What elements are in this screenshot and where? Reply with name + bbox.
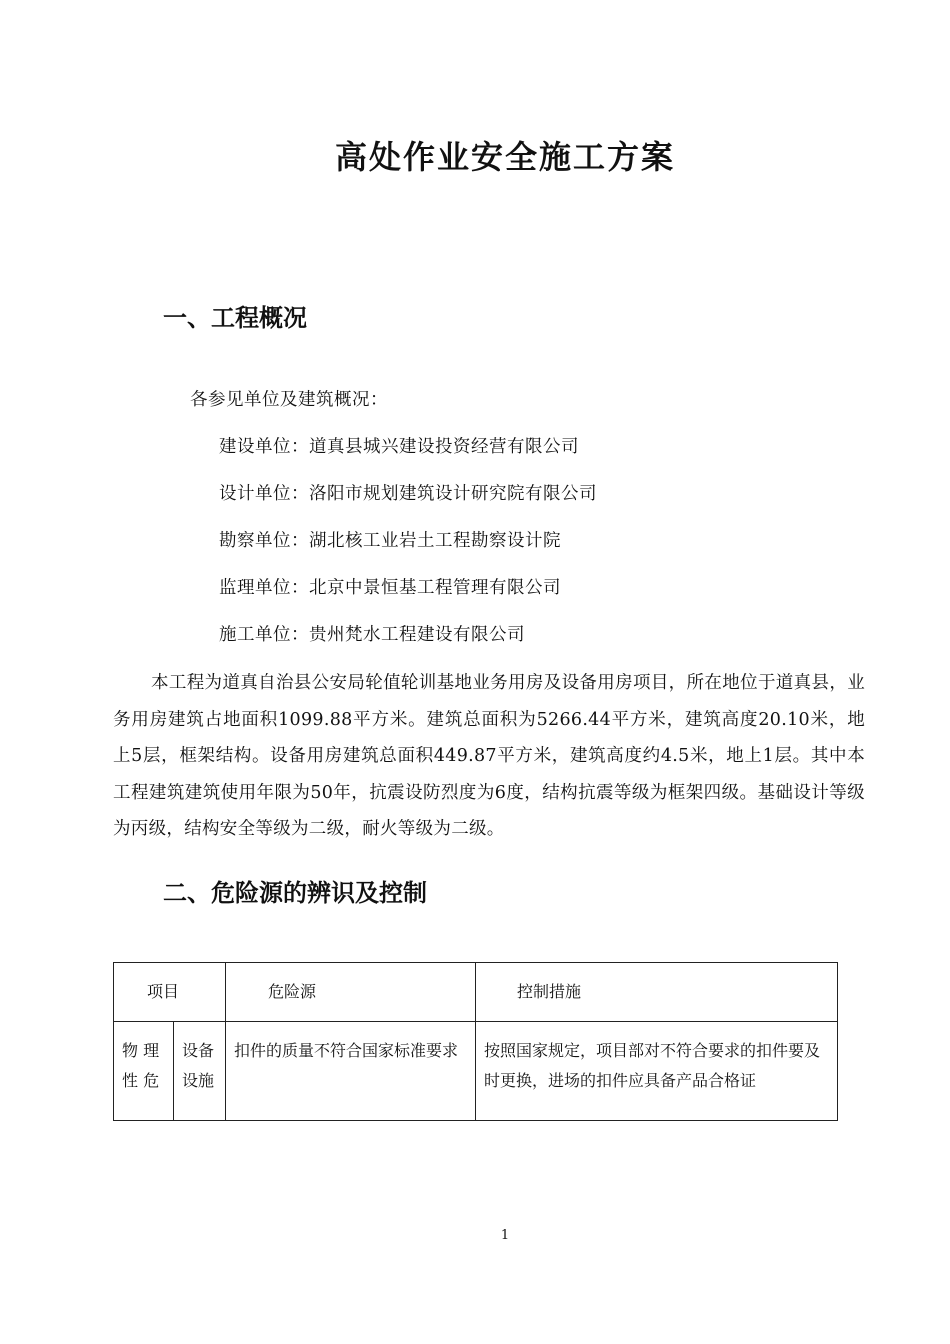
table-row xyxy=(114,1022,838,1121)
header-hazard: 危险源 xyxy=(268,982,317,1001)
unit-designer: 设计单位：洛阳市规划建筑设计研究院有限公司 xyxy=(219,484,597,504)
table-header-row xyxy=(114,963,838,1022)
category-cell xyxy=(114,1022,174,1121)
hazard-text: 扣件的质量不符合国家标准要求 xyxy=(234,1041,459,1060)
page-number: 1 xyxy=(500,1228,510,1243)
header-control-cell xyxy=(476,963,838,1022)
unit-surveyor: 勘察单位：湖北核工业岩土工程勘察设计院 xyxy=(219,531,561,551)
section-heading-overview: 一、工程概况 xyxy=(163,304,307,332)
header-control: 控制措施 xyxy=(517,982,582,1001)
control-text: 按照国家规定，项目部对不符合要求的扣件要及时更换，进场的扣件应具备产品合格证 xyxy=(484,1041,821,1090)
header-item: 项目 xyxy=(147,982,180,1001)
header-item-cell xyxy=(114,963,226,1022)
unit-supervisor: 监理单位：北京中景恒基工程管理有限公司 xyxy=(219,578,561,598)
unit-contractor: 施工单位：贵州梵水工程建设有限公司 xyxy=(219,625,525,645)
header-hazard-cell xyxy=(226,963,476,1022)
project-description: 本工程为道真自治县公安局轮值轮训基地业务用房及设备用房项目，所在地位于道真县，业务用房建筑占地面积1099.88平方米。建筑总面积为5266.44平方米，建筑高度20.10米，地上5层，框架结构。设备用房建筑总面积449.87平方米，建筑高度约4.5米，地上1层。其中本工程建筑建筑使用年限为50年，抗震设防烈度为6度，结构抗震等级为框架四级。基础设计等级为丙级，结构安全等级为二级，耐火等级为二级。 xyxy=(113,673,865,839)
document-title: 高处作业安全施工方案 xyxy=(334,138,675,176)
participants-intro: 各参见单位及建筑概况： xyxy=(190,390,388,410)
control-cell xyxy=(476,1022,838,1121)
hazard-table xyxy=(113,962,838,1121)
subcategory-text: 设备设施 xyxy=(182,1041,215,1090)
hazard-cell xyxy=(226,1022,476,1121)
section-heading-hazards: 二、危险源的辨识及控制 xyxy=(163,879,427,907)
unit-construction-owner: 建设单位：道真县城兴建设投资经营有限公司 xyxy=(219,437,579,457)
category-text: 物 理 性 危 xyxy=(122,1041,160,1090)
subcategory-cell xyxy=(174,1022,226,1121)
